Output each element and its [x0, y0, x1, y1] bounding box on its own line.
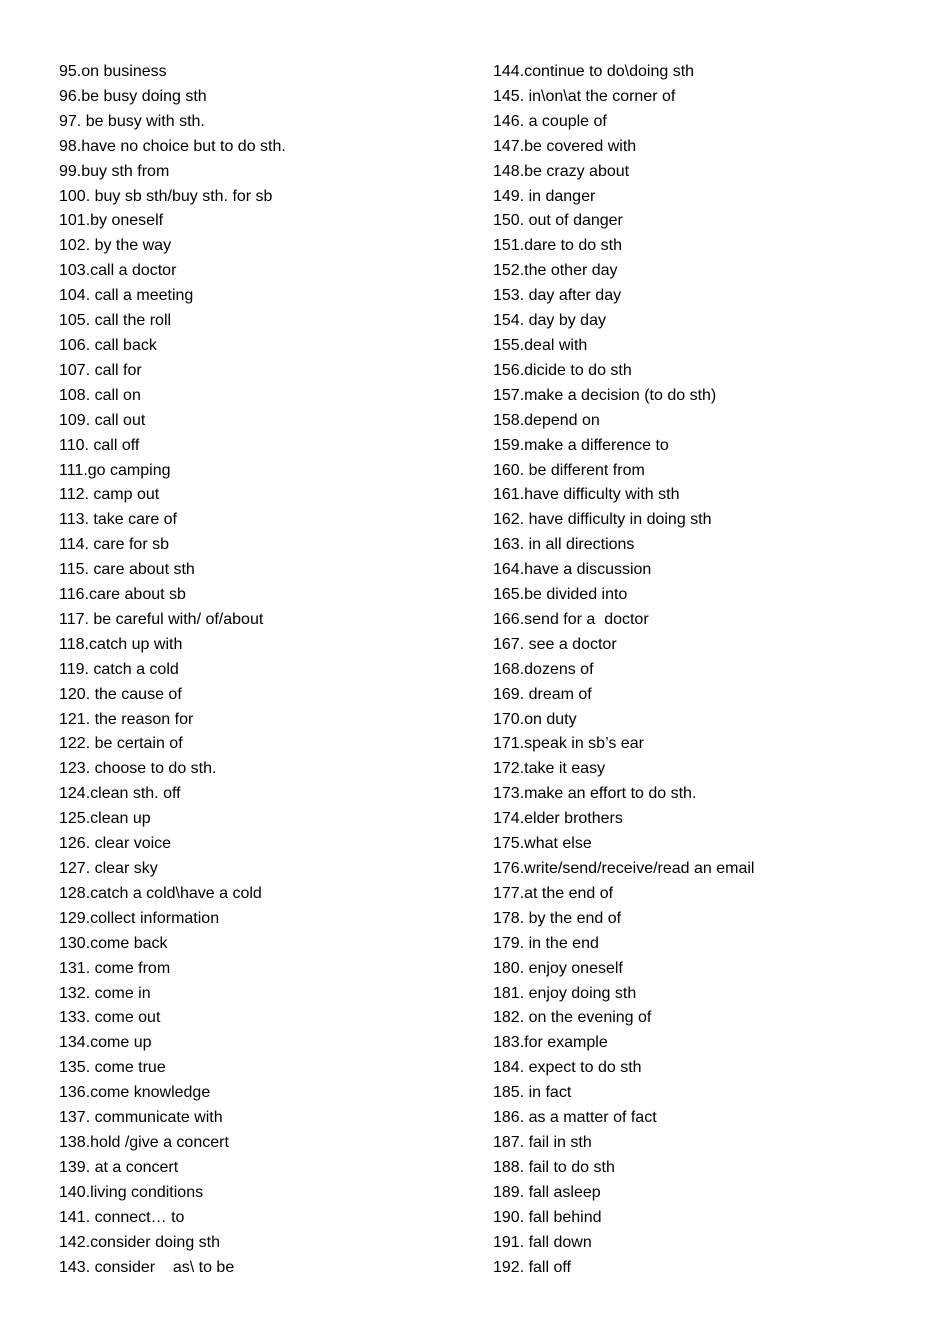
phrase-entry: 170.on duty — [493, 710, 577, 728]
phrase-entry: 186. as a matter of fact — [493, 1109, 657, 1127]
phrase-entry: 122. be certain of — [59, 735, 183, 753]
phrase-entry: 151.dare to do sth — [493, 237, 622, 255]
phrase-entry: 100. buy sb sth/buy sth. for sb — [59, 187, 273, 205]
phrase-entry: 163. in all directions — [493, 536, 635, 554]
phrase-entry: 165.be divided into — [493, 586, 628, 604]
phrase-entry: 173.make an effort to do sth. — [493, 785, 697, 803]
phrase-entry: 152.the other day — [493, 262, 618, 280]
phrase-entry: 189. fall asleep — [493, 1183, 601, 1201]
phrase-list-right — [493, 60, 933, 1280]
phrase-entry: 185. in fact — [493, 1084, 572, 1102]
phrase-entry: 191. fall down — [493, 1233, 592, 1251]
phrase-entry: 155.deal with — [493, 336, 588, 354]
phrase-entry: 146. a couple of — [493, 112, 607, 130]
phrase-entry: 166.send for a doctor — [493, 610, 649, 628]
phrase-entry: 150. out of danger — [493, 212, 623, 230]
phrase-entry: 135. come true — [59, 1059, 166, 1077]
phrase-entry: 113. take care of — [59, 511, 177, 529]
phrase-entry: 157.make a decision (to do sth) — [493, 386, 717, 404]
phrase-entry: 114. care for sb — [59, 536, 169, 554]
phrase-entry: 123. choose to do sth. — [59, 760, 217, 778]
phrase-entry: 159.make a difference to — [493, 436, 669, 454]
phrase-entry: 136.come knowledge — [59, 1084, 211, 1102]
phrase-entry: 180. enjoy oneself — [493, 959, 623, 977]
phrase-entry: 132. come in — [59, 984, 151, 1002]
phrase-entry: 174.elder brothers — [493, 810, 623, 828]
phrase-entry: 179. in the end — [493, 934, 599, 952]
phrase-entry: 125.clean up — [59, 810, 151, 828]
phrase-entry: 188. fail to do sth — [493, 1158, 615, 1176]
phrase-entry: 119. catch a cold — [59, 660, 179, 678]
phrase-entry: 160. be different from — [493, 461, 645, 479]
phrase-entry: 192. fall off — [493, 1258, 571, 1276]
phrase-entry: 120. the cause of — [59, 685, 182, 703]
phrase-entry: 133. come out — [59, 1009, 161, 1027]
phrase-entry: 129.collect information — [59, 909, 220, 927]
phrase-entry: 116.care about sb — [59, 586, 186, 604]
phrase-entry: 144.continue to do\doing sth — [493, 63, 695, 80]
phrase-entry: 127. clear sky — [59, 860, 158, 877]
phrase-entry: 156.dicide to do sth — [493, 361, 632, 379]
phrase-entry: 140.living conditions — [59, 1183, 204, 1201]
phrase-entry: 176.write/send/receive/read an email — [493, 860, 755, 877]
phrase-entry: 158.depend on — [493, 411, 600, 429]
phrase-entry: 162. have difficulty in doing sth — [493, 511, 712, 529]
phrase-entry: 154. day by day — [493, 312, 606, 330]
phrase-entry: 109. call out — [59, 411, 146, 429]
phrase-entry: 111.go camping — [59, 461, 171, 479]
phrase-entry: 118.catch up with — [59, 635, 183, 653]
phrase-entry: 95.on business — [59, 63, 167, 80]
phrase-entry: 187. fail in sth — [493, 1133, 592, 1151]
phrase-entry: 124.clean sth. off — [59, 785, 181, 803]
phrase-entry: 117. be careful with/ of/about — [59, 610, 264, 628]
phrase-entry: 112. camp out — [59, 486, 160, 504]
phrase-entry: 110. call off — [59, 436, 140, 454]
phrase-entry: 183.for example — [493, 1034, 608, 1052]
phrase-entry: 106. call back — [59, 336, 157, 354]
phrase-entry: 145. in\on\at the corner of — [493, 87, 676, 105]
phrase-entry: 168.dozens of — [493, 660, 594, 678]
phrase-list-left — [59, 60, 469, 1280]
phrase-entry: 181. enjoy doing sth — [493, 984, 637, 1002]
phrase-entry: 121. the reason for — [59, 710, 194, 728]
phrase-entry: 108. call on — [59, 386, 141, 404]
phrase-entry: 143. consider as\ to be — [59, 1258, 235, 1276]
phrase-entry: 169. dream of — [493, 685, 592, 703]
phrase-entry: 167. see a doctor — [493, 635, 617, 653]
phrase-entry: 103.call a doctor — [59, 262, 177, 280]
phrase-entry: 138.hold /give a concert — [59, 1133, 229, 1151]
phrase-entry: 147.be covered with — [493, 137, 637, 155]
phrase-entry: 115. care about sth — [59, 561, 195, 579]
phrase-entry: 130.come back — [59, 934, 168, 952]
phrase-entry: 177.at the end of — [493, 884, 614, 902]
phrase-entry: 182. on the evening of — [493, 1009, 652, 1027]
phrase-entry: 96.be busy doing sth — [59, 87, 207, 105]
phrase-entry: 153. day after day — [493, 287, 622, 305]
phrase-entry: 148.be crazy about — [493, 162, 630, 180]
phrase-entry: 101.by oneself — [59, 212, 164, 230]
phrase-entry: 172.take it easy — [493, 760, 606, 778]
phrase-entry: 137. communicate with — [59, 1109, 223, 1127]
phrase-entry: 171.speak in sb’s ear — [493, 735, 644, 753]
phrase-entry: 184. expect to do sth — [493, 1059, 642, 1077]
phrase-entry: 99.buy sth from — [59, 162, 170, 180]
phrase-entry: 161.have difficulty with sth — [493, 486, 680, 504]
phrase-entry: 102. by the way — [59, 237, 172, 255]
phrase-entry: 178. by the end of — [493, 909, 622, 927]
phrase-entry: 98.have no choice but to do sth. — [59, 137, 286, 155]
phrase-entry: 149. in danger — [493, 187, 596, 205]
phrase-entry: 164.have a discussion — [493, 561, 652, 579]
phrase-entry: 126. clear voice — [59, 835, 172, 853]
phrase-entry: 190. fall behind — [493, 1208, 602, 1226]
phrase-entry: 139. at a concert — [59, 1158, 179, 1176]
phrase-entry: 104. call a meeting — [59, 287, 194, 305]
phrase-entry: 142.consider doing sth — [59, 1233, 220, 1251]
phrase-entry: 175.what else — [493, 835, 592, 853]
phrase-entry: 134.come up — [59, 1034, 152, 1052]
phrase-entry: 141. connect… to — [59, 1208, 185, 1226]
phrase-entry: 105. call the roll — [59, 312, 172, 330]
phrase-entry: 107. call for — [59, 361, 142, 379]
phrase-entry: 128.catch a cold\have a cold — [59, 884, 262, 902]
phrase-entry: 131. come from — [59, 959, 171, 977]
phrase-entry: 97. be busy with sth. — [59, 112, 205, 130]
